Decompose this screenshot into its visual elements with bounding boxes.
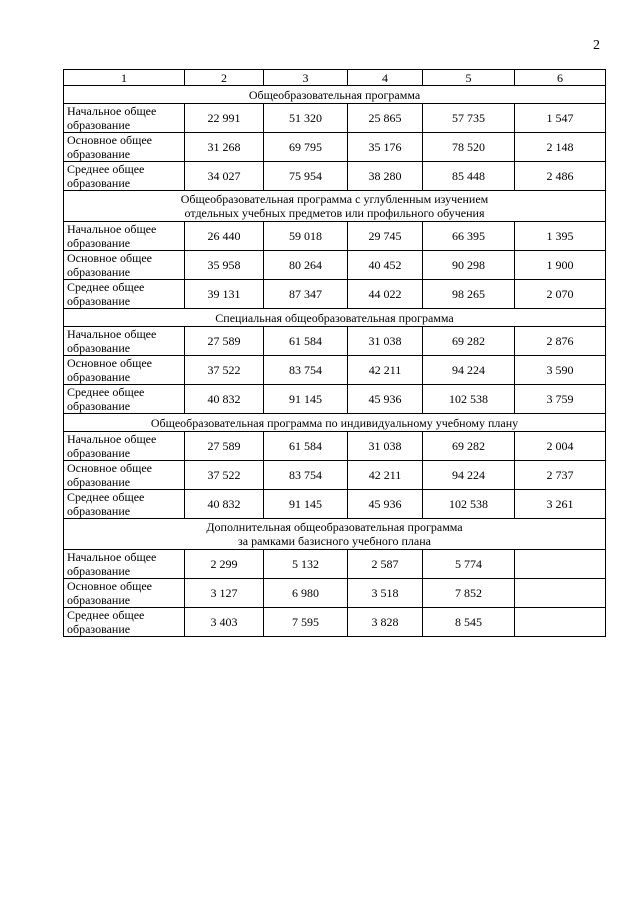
value-cell: 37 522 [185,461,264,490]
education-level-label [64,461,185,490]
value-cell: 42 211 [348,461,423,490]
value-cell: 69 282 [423,327,515,356]
value-cell: 31 268 [185,133,264,162]
value-cell: 35 176 [348,133,423,162]
table-row [64,550,606,579]
value-cell: 69 795 [264,133,348,162]
value-cell: 2 486 [515,162,606,191]
value-cell: 35 958 [185,251,264,280]
education-level-label-line: образование [67,622,131,636]
section-title-line: Общеобразовательная программа [248,87,421,102]
table-row [64,327,606,356]
page-number: 2 [593,38,600,53]
value-cell: 80 264 [264,251,348,280]
table-row [64,222,606,251]
value-cell: 3 759 [515,385,606,414]
column-number: 2 [185,70,264,86]
education-level-label [64,490,185,519]
education-level-label-line: образование [67,147,131,161]
column-number: 3 [264,70,348,86]
education-level-label [64,385,185,414]
value-cell: 45 936 [348,490,423,519]
value-cell: 5 132 [264,550,348,579]
value-cell: 39 131 [185,280,264,309]
table-row [64,356,606,385]
column-number: 6 [515,70,606,86]
education-level-label-line: образование [67,265,131,279]
section-title-line: за рамками базисного учебного плана [238,534,431,548]
section-title [64,414,606,432]
value-cell: 25 865 [348,104,423,133]
education-level-label-line: Среднее общее [67,385,145,399]
value-cell: 44 022 [348,280,423,309]
value-cell: 91 145 [264,385,348,414]
section-header-row [64,309,606,327]
value-cell: 45 936 [348,385,423,414]
value-cell: 3 127 [185,579,264,608]
value-cell [515,608,606,637]
value-cell: 6 980 [264,579,348,608]
value-cell: 40 832 [185,490,264,519]
value-cell: 7 595 [264,608,348,637]
value-cell: 94 224 [423,461,515,490]
education-level-label [64,327,185,356]
value-cell: 40 832 [185,385,264,414]
section-title [64,519,606,550]
table-row [64,490,606,519]
value-cell: 37 522 [185,356,264,385]
section-header-row [64,86,606,104]
value-cell: 3 590 [515,356,606,385]
value-cell: 102 538 [423,385,515,414]
table-row [64,133,606,162]
section-title [64,309,606,327]
value-cell: 27 589 [185,327,264,356]
education-level-label-line: Начальное общее [67,327,157,341]
education-level-label-line: образование [67,294,131,308]
column-number: 1 [64,70,185,86]
education-level-label-line: образование [67,446,131,460]
section-title-line: Дополнительная общеобразовательная программа [206,520,463,534]
value-cell: 31 038 [348,432,423,461]
education-level-label [64,251,185,280]
value-cell: 98 265 [423,280,515,309]
education-level-label-line: Основное общее [67,579,152,593]
education-level-label [64,162,185,191]
value-cell: 38 280 [348,162,423,191]
value-cell: 57 735 [423,104,515,133]
education-level-label-line: Начальное общее [67,222,157,236]
education-level-label-line: образование [67,236,131,250]
value-cell: 1 900 [515,251,606,280]
education-level-label-line: образование [67,504,131,518]
section-title [64,86,606,104]
section-title-line: отдельных учебных предметов или профильного обучения [184,206,485,220]
data-table [63,69,606,637]
value-cell: 2 004 [515,432,606,461]
section-title [64,191,606,222]
value-cell: 1 395 [515,222,606,251]
value-cell: 90 298 [423,251,515,280]
education-level-label [64,608,185,637]
education-level-label-line: образование [67,370,131,384]
value-cell: 2 587 [348,550,423,579]
value-cell [515,550,606,579]
education-level-label-line: Среднее общее [67,608,145,622]
education-level-label-line: Начальное общее [67,104,157,118]
value-cell: 78 520 [423,133,515,162]
value-cell: 2 299 [185,550,264,579]
table-row [64,104,606,133]
table-row [64,162,606,191]
value-cell: 87 347 [264,280,348,309]
section-header-row [64,414,606,432]
value-cell: 61 584 [264,327,348,356]
education-level-label [64,222,185,251]
value-cell: 5 774 [423,550,515,579]
value-cell: 26 440 [185,222,264,251]
value-cell: 7 852 [423,579,515,608]
education-level-label-line: Среднее общее [67,490,145,504]
value-cell: 3 828 [348,608,423,637]
table-row [64,608,606,637]
value-cell: 2 148 [515,133,606,162]
value-cell: 3 518 [348,579,423,608]
table-row [64,251,606,280]
table-row [64,432,606,461]
section-title-line: Общеобразовательная программа по индивидуальному учебному плану [150,415,519,430]
education-level-label-line: образование [67,475,131,489]
table-row [64,385,606,414]
table-row [64,461,606,490]
value-cell: 3 403 [185,608,264,637]
value-cell: 94 224 [423,356,515,385]
section-header-row [64,519,606,550]
education-level-label-line: образование [67,593,131,607]
education-level-label-line: Основное общее [67,251,152,265]
education-level-label-line: образование [67,564,131,578]
value-cell: 3 261 [515,490,606,519]
education-level-label [64,356,185,385]
value-cell: 2 737 [515,461,606,490]
education-level-label-line: Начальное общее [67,550,157,564]
education-level-label [64,432,185,461]
education-level-label [64,550,185,579]
value-cell: 31 038 [348,327,423,356]
section-header-row [64,191,606,222]
education-level-label-line: Основное общее [67,461,152,475]
education-level-label [64,133,185,162]
value-cell: 34 027 [185,162,264,191]
value-cell: 59 018 [264,222,348,251]
education-level-label [64,104,185,133]
education-level-label [64,280,185,309]
section-title-line: Специальная общеобразовательная программа [215,310,454,325]
value-cell: 85 448 [423,162,515,191]
value-cell: 29 745 [348,222,423,251]
value-cell: 66 395 [423,222,515,251]
table-body [64,70,606,637]
education-level-label-line: Среднее общее [67,280,145,294]
value-cell: 1 547 [515,104,606,133]
value-cell: 2 070 [515,280,606,309]
value-cell: 8 545 [423,608,515,637]
value-cell: 61 584 [264,432,348,461]
value-cell: 91 145 [264,490,348,519]
education-level-label-line: образование [67,399,131,413]
education-level-label-line: Основное общее [67,356,152,370]
table-row [64,579,606,608]
value-cell: 83 754 [264,461,348,490]
value-cell: 69 282 [423,432,515,461]
education-level-label-line: образование [67,176,131,190]
column-number: 5 [423,70,515,86]
education-level-label-line: образование [67,118,131,132]
value-cell [515,579,606,608]
value-cell: 42 211 [348,356,423,385]
value-cell: 40 452 [348,251,423,280]
value-cell: 27 589 [185,432,264,461]
value-cell: 83 754 [264,356,348,385]
value-cell: 75 954 [264,162,348,191]
column-number: 4 [348,70,423,86]
table-row [64,280,606,309]
education-level-label-line: Основное общее [67,133,152,147]
education-level-label-line: Среднее общее [67,162,145,176]
education-level-label-line: Начальное общее [67,432,157,446]
value-cell: 102 538 [423,490,515,519]
column-number-row [64,70,606,86]
section-title-line: Общеобразовательная программа с углубленным изучением [180,192,489,206]
education-level-label [64,579,185,608]
education-level-label-line: образование [67,341,131,355]
value-cell: 22 991 [185,104,264,133]
value-cell: 2 876 [515,327,606,356]
value-cell: 51 320 [264,104,348,133]
